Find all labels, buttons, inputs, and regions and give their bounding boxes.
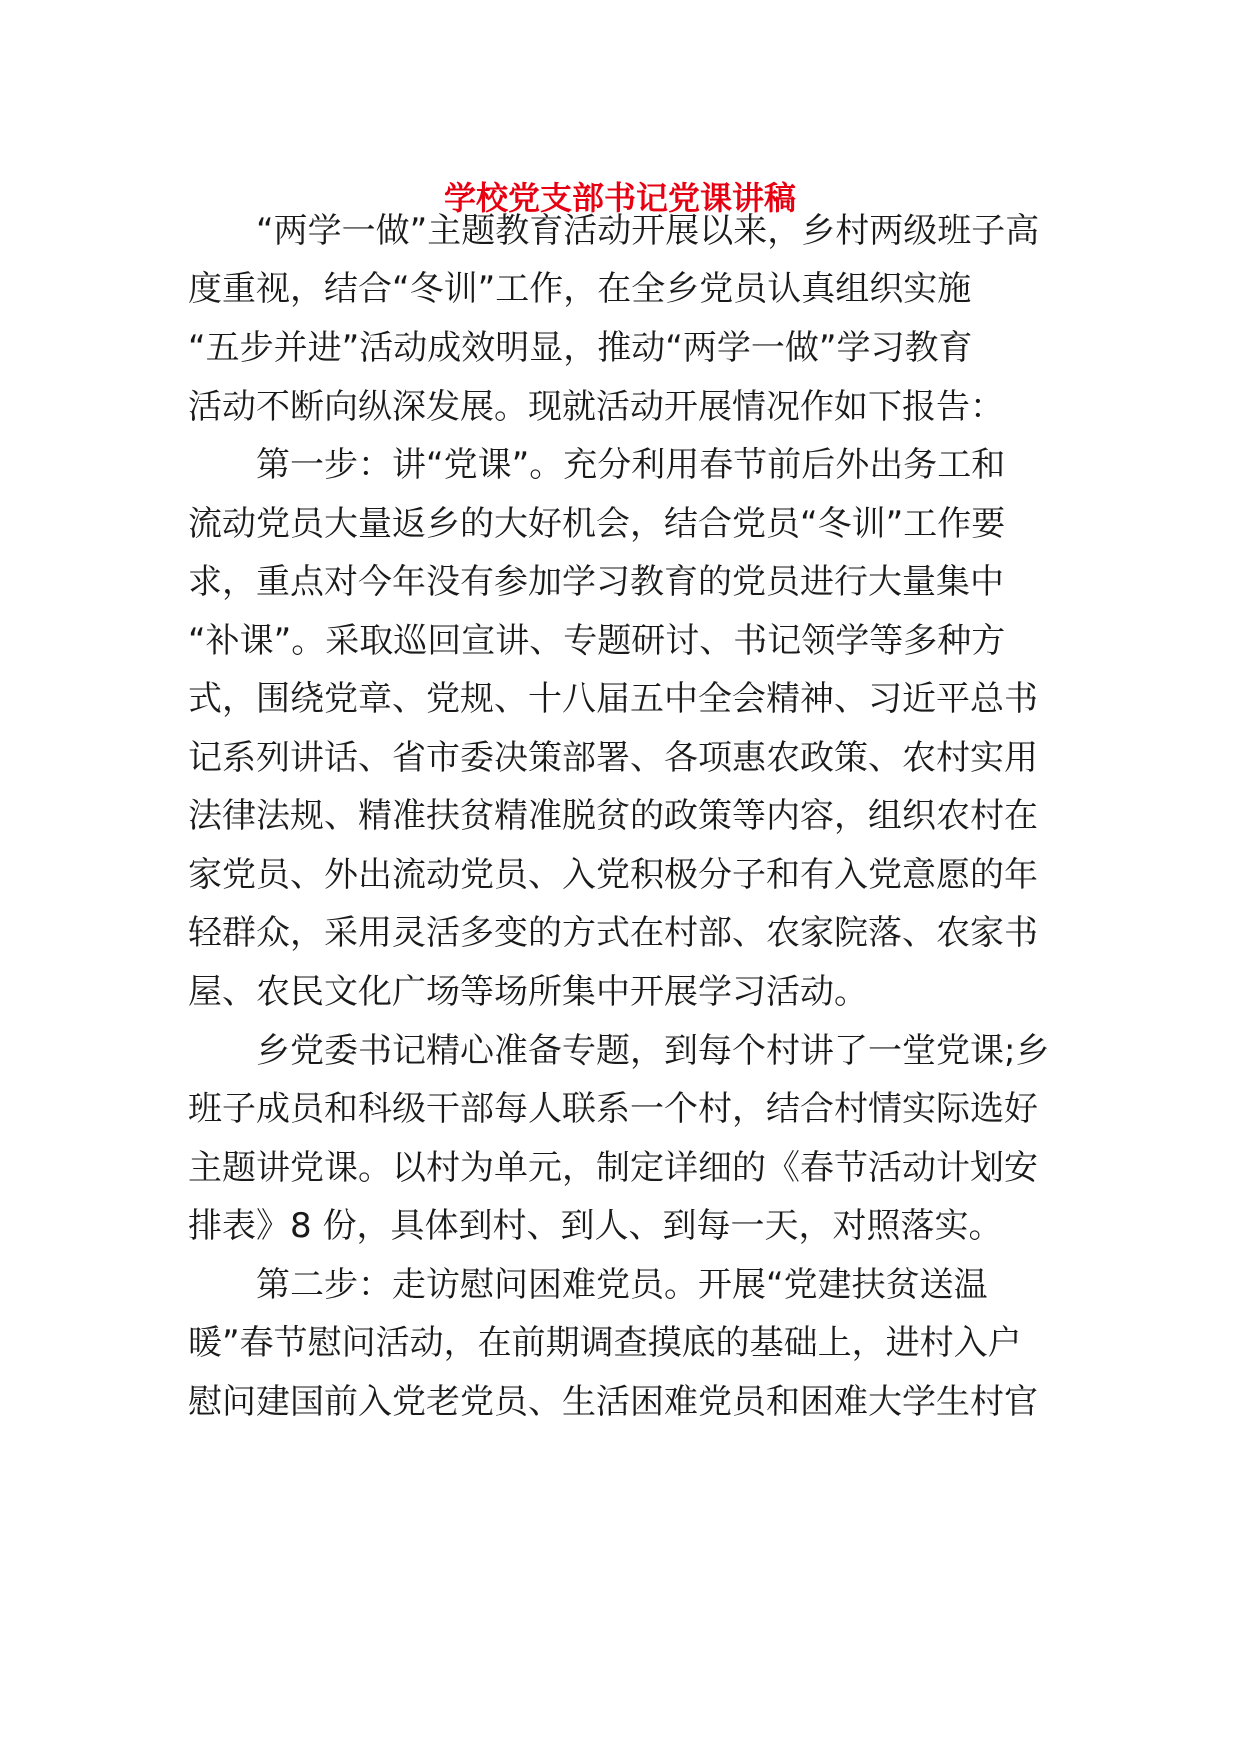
body-line: 式，围绕党章、党规、十八届五中全会精神、习近平总书 [188,679,1038,719]
body-line: “两学一做”主题教育活动开展以来，乡村两级班子高 [256,211,1040,251]
body-line: 班子成员和科级干部每人联系一个村，结合村情实际选好 [188,1089,1038,1129]
body-line: 度重视，结合“冬训”工作，在全乡党员认真组织实施 [188,269,972,309]
body-line: 家党员、外出流动党员、入党积极分子和有入党意愿的年 [188,855,1038,895]
body-line: 第一步：讲“党课”。充分利用春节前后外出务工和 [256,445,1006,485]
body-line: 流动党员大量返乡的大好机会，结合党员“冬训”工作要 [188,504,1006,544]
body-line: 乡党委书记精心准备专题，到每个村讲了一堂党课;乡 [256,1031,1050,1071]
body-line: “五步并进”活动成效明显，推动“两学一做”学习教育 [188,328,973,368]
body-line: 活动不断向纵深发展。现就活动开展情况作如下报告： [188,387,1004,427]
body-line: 排表》8 份，具体到村、到人、到每一天，对照落实。 [188,1206,1003,1246]
body-line: 第二步：走访慰问困难党员。开展“党建扶贫送温 [256,1265,988,1305]
body-line: 记系列讲话、省市委决策部署、各项惠农政策、农村实用 [188,738,1038,778]
body-line: 慰问建国前入党老党员、生活困难党员和困难大学生村官 [188,1382,1038,1422]
body-line: 主题讲党课。以村为单元，制定详细的《春节活动计划安 [188,1148,1038,1188]
body-line: 屋、农民文化广场等场所集中开展学习活动。 [188,972,868,1012]
body-line: 求，重点对今年没有参加学习教育的党员进行大量集中 [188,562,1004,602]
body-line: “补课”。采取巡回宣讲、专题研讨、书记领学等多种方 [188,621,1006,661]
body-line: 轻群众，采用灵活多变的方式在村部、农家院落、农家书 [188,913,1038,953]
body-line: 法律法规、精准扶贫精准脱贫的政策等内容，组织农村在 [188,796,1038,836]
document-title: 学校党支部书记党课讲稿 [443,179,796,217]
body-line: 暖”春节慰问活动，在前期调查摸底的基础上，进村入户 [188,1323,1022,1363]
